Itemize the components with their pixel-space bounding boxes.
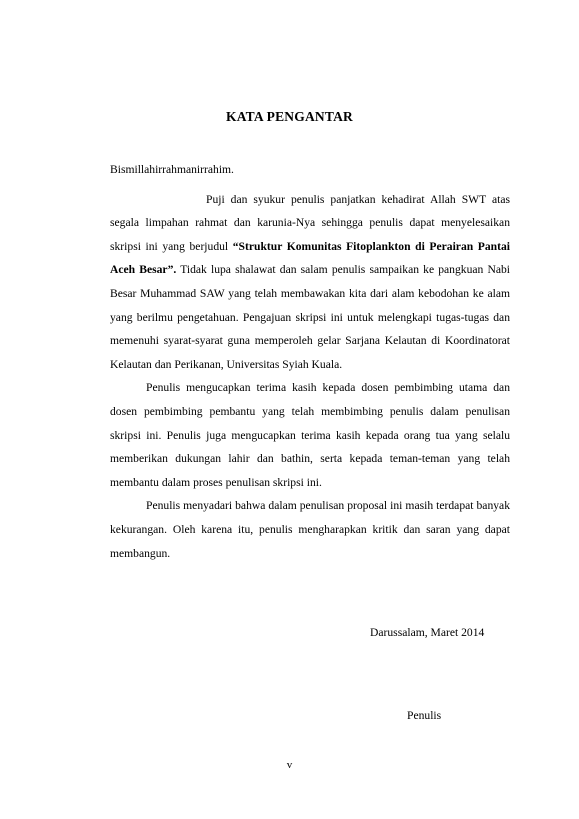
paragraph-1-part-a: Puji dan syukur penulis panjatkan kehadirat Allah SWT atas segala limpahan rahmat dan karunia-Nya sehingga penulis dapat menyelesaikan skripsi ini yang berjudul: [110, 192, 510, 253]
paragraph-2: Penulis mengucapkan terima kasih kepada dosen pembimbing utama dan dosen pembimbing pembantu yang telah membimbing penulis dalam penulisan skripsi ini. Penulis juga mengucapkan terima kasih kepada orang tua yang selalu memberikan dukungan lahir dan bathin, serta kepada teman-teman yang telah membantu dalam proses penulisan skripsi ini.: [110, 381, 510, 489]
body-text: [110, 158, 510, 565]
page-number: v: [286, 759, 293, 771]
page-title: KATA PENGANTAR: [226, 109, 353, 124]
paragraph-3: Penulis menyadari bahwa dalam penulisan proposal ini masih terdapat banyak kekurangan. Oleh karena itu, penulis mengharapkan kritik dan saran yang dapat membangun.: [110, 499, 510, 560]
opening-line: Bismillahirrahmanirrahim.: [110, 163, 234, 176]
place-date: Darussalam, Maret 2014: [370, 626, 485, 639]
thesis-title: “Struktur Komunitas Fitoplankton di Perairan Pantai Aceh Besar”.: [110, 239, 510, 277]
paragraph-1: [110, 188, 510, 377]
paragraph-1-part-b: Tidak lupa shalawat dan salam penulis sampaikan ke pangkuan Nabi Besar Muhammad SAW yang telah membawakan kita dari alam kebodohan ke alam yang berilmu pengetahuan. Pengajuan skripsi ini untuk melengkapi tugas-tugas dan memenuhi syarat-syarat guna memperoleh gelar Sarjana Kelautan di Koordinatorat Kelautan dan Perikanan, Universitas Syiah Kuala.: [110, 263, 510, 371]
signature-name: Penulis: [407, 709, 442, 722]
